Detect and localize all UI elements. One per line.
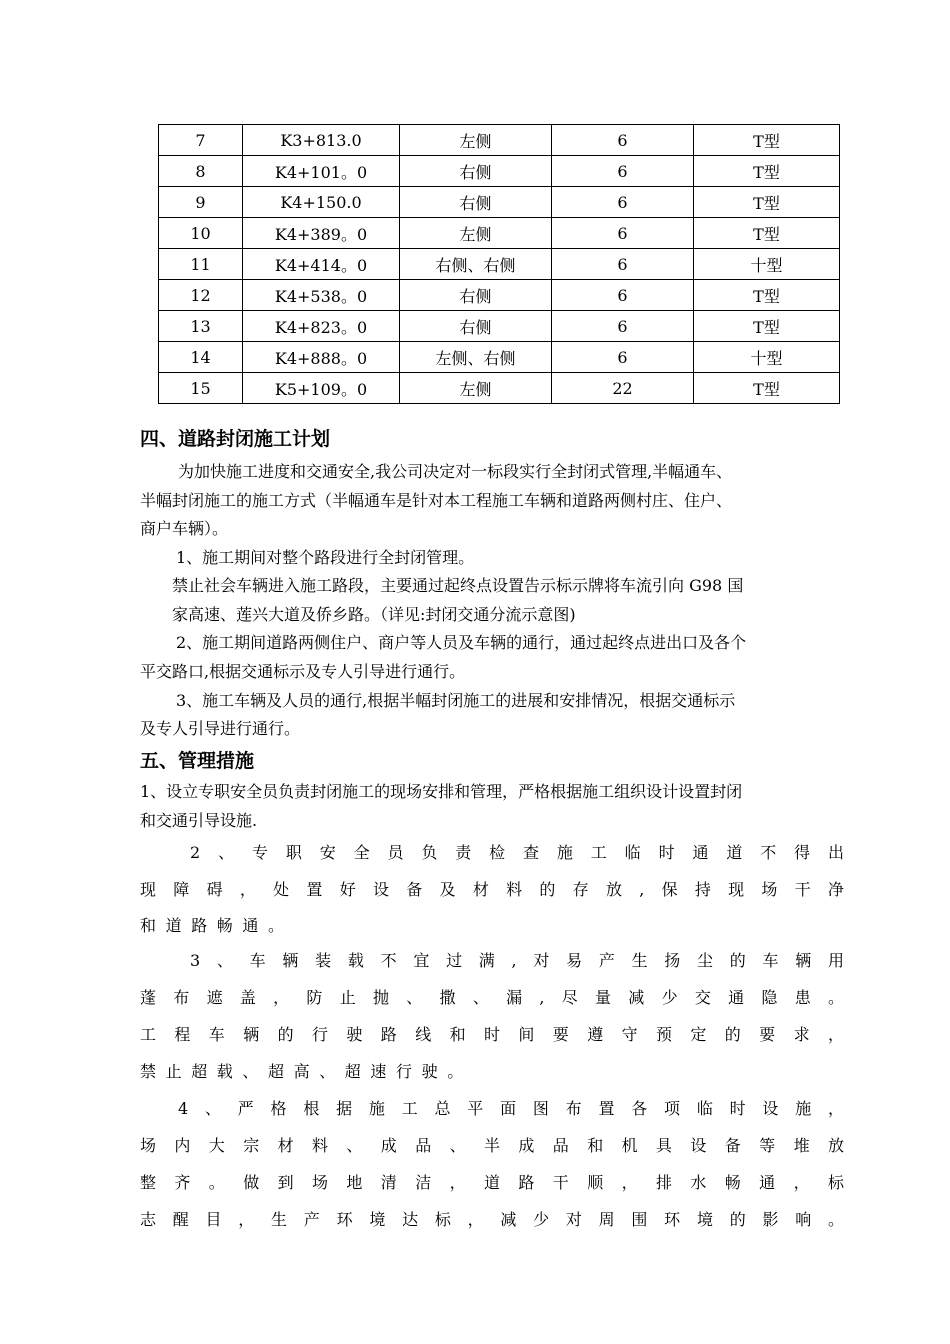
cell-no: 9 [159,187,243,218]
section4-item3: 及专人引导进行通行。 [140,719,301,738]
cell-station: K4+414。0 [243,249,400,280]
section4-paragraph-line: 半幅封闭施工的施工方式（半幅通车是针对本工程施工车辆和道路两侧村庄、住户、 [140,491,733,510]
cell-station: K4+888。0 [243,342,400,373]
section5-item3: 3、车辆装载不宜过满,对易产生扬尘的车辆用 [190,951,844,970]
cell-station: K4+538。0 [243,280,400,311]
cell-count: 6 [552,125,694,156]
section5-item3: 工程车辆的行驶路线和时间要遵守预定的要求， [140,1025,844,1044]
cell-station: K4+101。0 [243,156,400,187]
cell-type: 十型 [694,342,840,373]
cell-type: T型 [694,125,840,156]
cell-count: 22 [552,373,694,404]
table-row [159,187,840,218]
cell-no: 15 [159,373,243,404]
cell-side: 右侧 [400,280,552,311]
table-row [159,125,840,156]
section5-item4: 场内大宗材料、成品、半成品和机具设备等堆放 [140,1136,844,1155]
section5-item4: 志醒目，生产环境达标，减少对周围环境的影响。 [140,1210,844,1229]
cell-count: 6 [552,280,694,311]
junction-table [158,124,840,404]
section4-item1: 1、施工期间对整个路段进行全封闭管理。 [176,548,475,567]
cell-type: T型 [694,280,840,311]
section5-item1: 1、设立专职安全员负责封闭施工的现场安排和管理，严格根据施工组织设计设置封闭 [140,782,743,801]
section4-item2: 平交路口,根据交通标示及专人引导进行通行。 [140,662,466,681]
cell-type: T型 [694,311,840,342]
section5-item2: 和道路畅通。 [140,916,294,935]
cell-type: 十型 [694,249,840,280]
cell-side: 左侧 [400,373,552,404]
section5-item3: 禁止超载、超高、超速行驶。 [140,1062,473,1081]
cell-side: 右侧 [400,311,552,342]
cell-side: 右侧 [400,187,552,218]
cell-no: 11 [159,249,243,280]
section4-item2: 2、施工期间道路两侧住户、商户等人员及车辆的通行，通过起终点进出口及各个 [176,633,747,652]
cell-station: K4+150.0 [243,187,400,218]
cell-type: T型 [694,373,840,404]
table-row [159,373,840,404]
cell-count: 6 [552,249,694,280]
table-row [159,218,840,249]
section5-item2: 2、专职安全员负责检查施工临时通道不得出 [190,843,844,862]
cell-count: 6 [552,218,694,249]
section5-item1: 和交通引导设施. [140,811,258,830]
cell-station: K4+389。0 [243,218,400,249]
section4-paragraph-line: 商户车辆）。 [140,519,229,538]
cell-station: K4+823。0 [243,311,400,342]
section5-heading: 五、管理措施 [140,750,255,772]
cell-side: 左侧 [400,125,552,156]
cell-count: 6 [552,156,694,187]
table-row [159,249,840,280]
section4-heading: 四、道路封闭施工计划 [140,428,331,450]
cell-no: 7 [159,125,243,156]
section4-paragraph-line: 为加快施工进度和交通安全,我公司决定对一标段实行全封闭式管理,半幅通车、 [178,462,733,481]
cell-type: T型 [694,187,840,218]
cell-no: 10 [159,218,243,249]
cell-side: 左侧 [400,218,552,249]
section4-item1-detail: 家高速、莲兴大道及侨乡路。（详见:封闭交通分流示意图) [172,605,576,624]
cell-type: T型 [694,156,840,187]
section4-item3: 3、施工车辆及人员的通行,根据半幅封闭施工的进展和安排情况，根据交通标示 [176,691,736,710]
cell-no: 12 [159,280,243,311]
cell-side: 左侧、右侧 [400,342,552,373]
section5-item4: 整齐。做到场地清洁，道路干顺，排水畅通，标 [140,1173,844,1192]
cell-count: 6 [552,342,694,373]
cell-station: K5+109。0 [243,373,400,404]
cell-count: 6 [552,187,694,218]
table-row [159,280,840,311]
section5-item3: 蓬布遮盖，防止抛、撒、漏,尽量减少交通隐患。 [140,988,844,1007]
section5-item4: 4、严格根据施工总平面图布置各项临时设施， [178,1099,844,1118]
cell-type: T型 [694,218,840,249]
cell-side: 右侧、右侧 [400,249,552,280]
cell-side: 右侧 [400,156,552,187]
table-row [159,342,840,373]
section5-item2: 现障碍，处置好设备及材料的存放,保持现场干净 [140,880,844,899]
cell-no: 13 [159,311,243,342]
section4-item1-detail: 禁止社会车辆进入施工路段，主要通过起终点设置告示标示牌将车流引向 G98 国 [172,576,744,595]
table-row [159,311,840,342]
cell-no: 14 [159,342,243,373]
table-row [159,156,840,187]
cell-no: 8 [159,156,243,187]
cell-count: 6 [552,311,694,342]
cell-station: K3+813.0 [243,125,400,156]
